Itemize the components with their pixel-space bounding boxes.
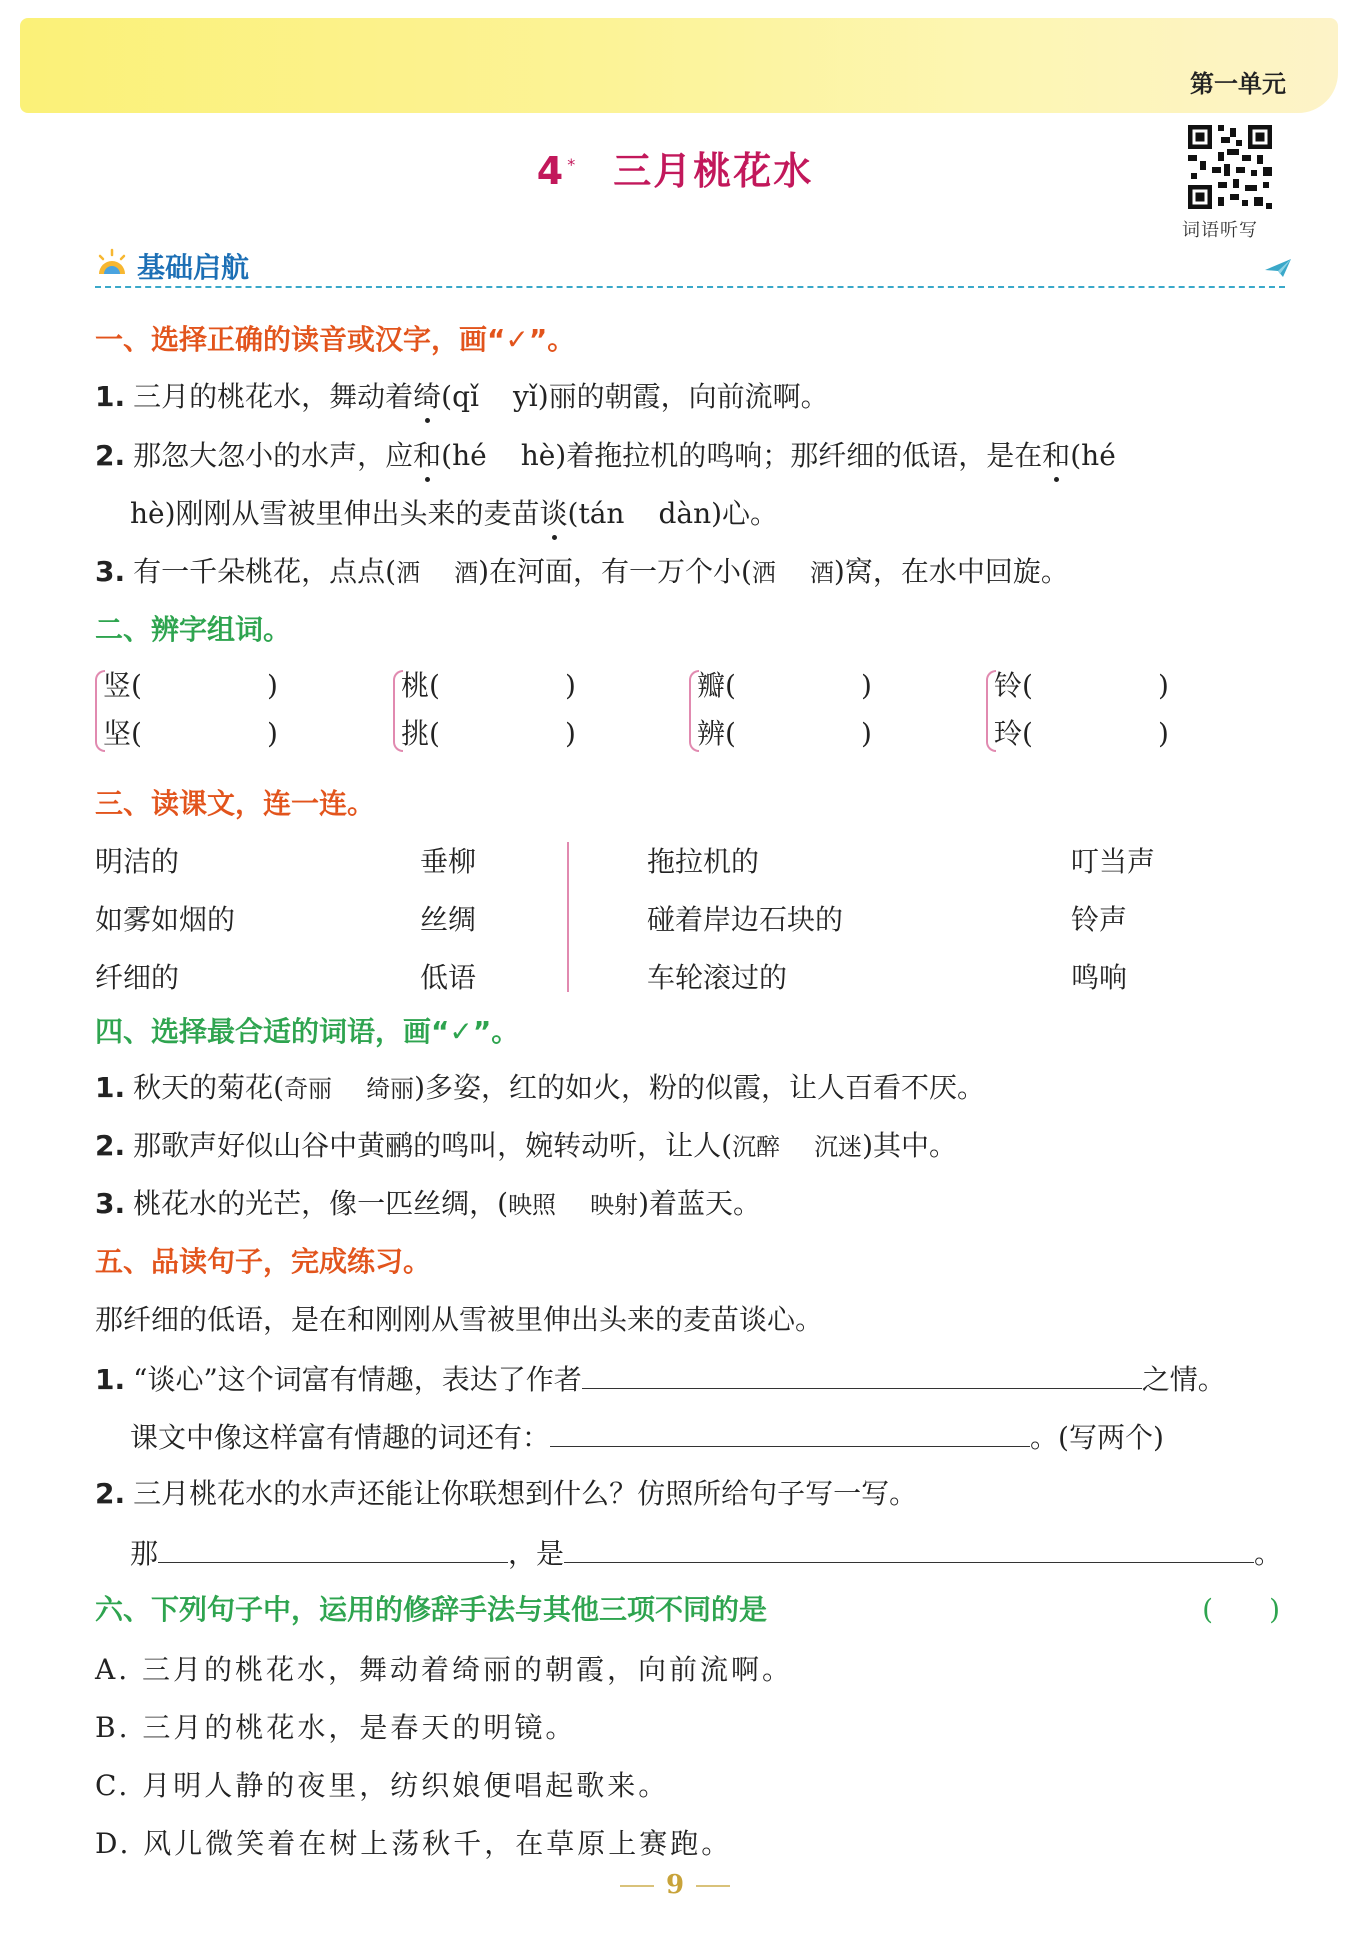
answer-blank[interactable] <box>550 1416 1030 1447</box>
header-banner <box>20 18 1338 113</box>
q5-item-1: 1. “谈心”这个词富有情趣，表达了作者 之情。 <box>95 1358 1290 1400</box>
option[interactable]: 沉醉 <box>732 1133 781 1161</box>
q5-item-2: 2. 三月桃花水的水声还能让你联想到什么？仿照所给句子写一写。 <box>95 1477 918 1510</box>
option[interactable]: 洒 <box>751 559 776 587</box>
word-pair-3: 瓣( ) 辨( ) <box>697 662 872 758</box>
match-right-2[interactable]: 丝绸 <box>420 903 477 936</box>
section-title: 基础启航 <box>137 251 250 284</box>
brace <box>393 670 403 752</box>
brace <box>986 670 996 752</box>
q1-item-2-cont <box>130 494 1290 534</box>
paper-plane-icon <box>1263 256 1293 280</box>
choice-a[interactable]: A. 三月的桃花水，舞动着绮丽的朝霞，向前流啊。 <box>95 1653 794 1686</box>
option[interactable]: yǐ)丽的朝霞，向前流啊。 <box>512 380 829 413</box>
brace <box>95 670 105 752</box>
q5-sentence: 那纤细的低语，是在和刚刚从雪被里伸出头来的麦苗谈心。 <box>95 1303 824 1336</box>
option[interactable]: (qǐ <box>441 380 479 413</box>
option[interactable]: 沉迷 <box>814 1133 863 1161</box>
q3-heading: 三、读课文，连一连。 <box>95 787 376 820</box>
option[interactable]: 酒 <box>454 559 479 587</box>
brace <box>689 670 699 752</box>
lesson-mark: * <box>567 155 578 175</box>
dotted-char: 和 <box>413 436 441 476</box>
sun-icon <box>95 248 129 278</box>
match-right-6[interactable]: 鸣响 <box>1071 961 1128 994</box>
match-left-3[interactable]: 纤细的 <box>95 961 180 994</box>
q1-heading: 一、选择正确的读音或汉字，画“✓”。 <box>95 323 576 356</box>
q4-item-1: 1. 秋天的菊花(奇丽 绮丽)多姿，红的如火，粉的似霞，让人百看不厌。 <box>95 1071 985 1104</box>
column-divider <box>567 842 569 992</box>
q4-item-3: 3. 桃花水的光芒，像一匹丝绸，(映照 映射)着蓝天。 <box>95 1187 761 1220</box>
option[interactable]: hè)刚刚从雪被里伸出头来的麦苗 <box>130 497 540 530</box>
option[interactable]: (tán <box>567 497 625 530</box>
word-pair-4: 铃( ) 玲( ) <box>994 662 1169 758</box>
q1-item-2: 2. 那忽大忽小的水声，应和(hé hè)着拖拉机的鸣响；那纤细的低语，是在和(hé <box>95 436 1290 476</box>
option[interactable]: 绮丽 <box>366 1075 415 1103</box>
option[interactable]: (hé <box>1070 439 1116 472</box>
item-number: 2. <box>95 439 126 472</box>
answer-paren[interactable]: ( ) <box>1202 1593 1280 1626</box>
word-pair-1: 竖( ) 坚( ) <box>103 662 278 758</box>
section-header <box>95 244 1285 288</box>
item-number: 1. <box>95 380 126 413</box>
choice-c[interactable]: C. 月明人静的夜里，纺织娘便唱起歌来。 <box>95 1769 670 1802</box>
match-left-2[interactable]: 如雾如烟的 <box>95 903 236 936</box>
item-number: 1. <box>95 1071 126 1104</box>
match-right-3[interactable]: 低语 <box>420 961 477 994</box>
item-number: 2. <box>95 1477 126 1510</box>
choice-b[interactable]: B. 三月的桃花水，是春天的明镜。 <box>95 1711 577 1744</box>
dotted-char: 和 <box>1042 436 1070 476</box>
match-right-5[interactable]: 铃声 <box>1071 903 1128 936</box>
q6-heading: 六、下列句子中，运用的修辞手法与其他三项不同的是 <box>95 1593 768 1626</box>
lesson-name: 三月桃花水 <box>613 149 814 193</box>
option[interactable]: dàn)心。 <box>658 497 779 530</box>
q5-item-2b: 那 ，是 。 <box>130 1532 1290 1574</box>
option[interactable]: 映射 <box>590 1191 639 1219</box>
dotted-char: 绮 <box>413 377 441 417</box>
q5-item-1b: 课文中像这样富有情趣的词还有： 。(写两个) <box>130 1416 1290 1458</box>
page-number: 9 <box>0 1870 1350 1900</box>
q2-heading: 二、辨字组词。 <box>95 613 292 646</box>
q1-item-1: 1. 三月的桃花水，舞动着绮(qǐ yǐ)丽的朝霞，向前流啊。 <box>95 377 1290 417</box>
match-right-4[interactable]: 叮当声 <box>1071 845 1156 878</box>
match-right-1[interactable]: 垂柳 <box>420 845 477 878</box>
match-left-5[interactable]: 碰着岸边石块的 <box>647 903 844 936</box>
lesson-number: 4 <box>536 149 566 193</box>
option[interactable]: 洒 <box>396 559 421 587</box>
answer-blank[interactable] <box>564 1532 1254 1563</box>
q1-item-3: 3. 有一千朵桃花，点点(洒 酒)在河面，有一万个小(洒 酒)窝，在水中回旋。 <box>95 555 1069 588</box>
item-number: 1. <box>95 1363 126 1396</box>
word-pair-2: 桃( ) 挑( ) <box>401 662 576 758</box>
match-left-4[interactable]: 拖拉机的 <box>647 845 760 878</box>
match-left-1[interactable]: 明洁的 <box>95 845 180 878</box>
option[interactable]: 酒 <box>809 559 834 587</box>
option[interactable]: 映照 <box>508 1191 557 1219</box>
answer-blank[interactable] <box>158 1532 508 1563</box>
choice-d[interactable]: D. 风儿微笑着在树上荡秋千，在草原上赛跑。 <box>95 1827 733 1860</box>
option[interactable]: hè)着拖拉机的鸣响；那纤细的低语，是在 <box>520 439 1043 472</box>
qr-label: 词语听写 <box>1182 220 1258 241</box>
item-number: 3. <box>95 1187 126 1220</box>
match-left-6[interactable]: 车轮滚过的 <box>647 961 788 994</box>
q4-item-2: 2. 那歌声好似山谷中黄鹂的鸣叫，婉转动听，让人(沉醉 沉迷)其中。 <box>95 1129 957 1162</box>
q4-heading: 四、选择最合适的词语，画“✓”。 <box>95 1015 520 1048</box>
unit-label: 第一单元 <box>1190 70 1286 98</box>
lesson-title <box>0 140 1350 195</box>
q5-heading: 五、品读句子，完成练习。 <box>95 1245 432 1278</box>
item-number: 3. <box>95 555 126 588</box>
qr-code-icon[interactable] <box>1185 122 1275 212</box>
answer-blank[interactable] <box>582 1358 1142 1389</box>
dotted-char: 谈 <box>540 494 568 534</box>
item-number: 2. <box>95 1129 126 1162</box>
option[interactable]: (hé <box>441 439 487 472</box>
option[interactable]: 奇丽 <box>284 1075 333 1103</box>
